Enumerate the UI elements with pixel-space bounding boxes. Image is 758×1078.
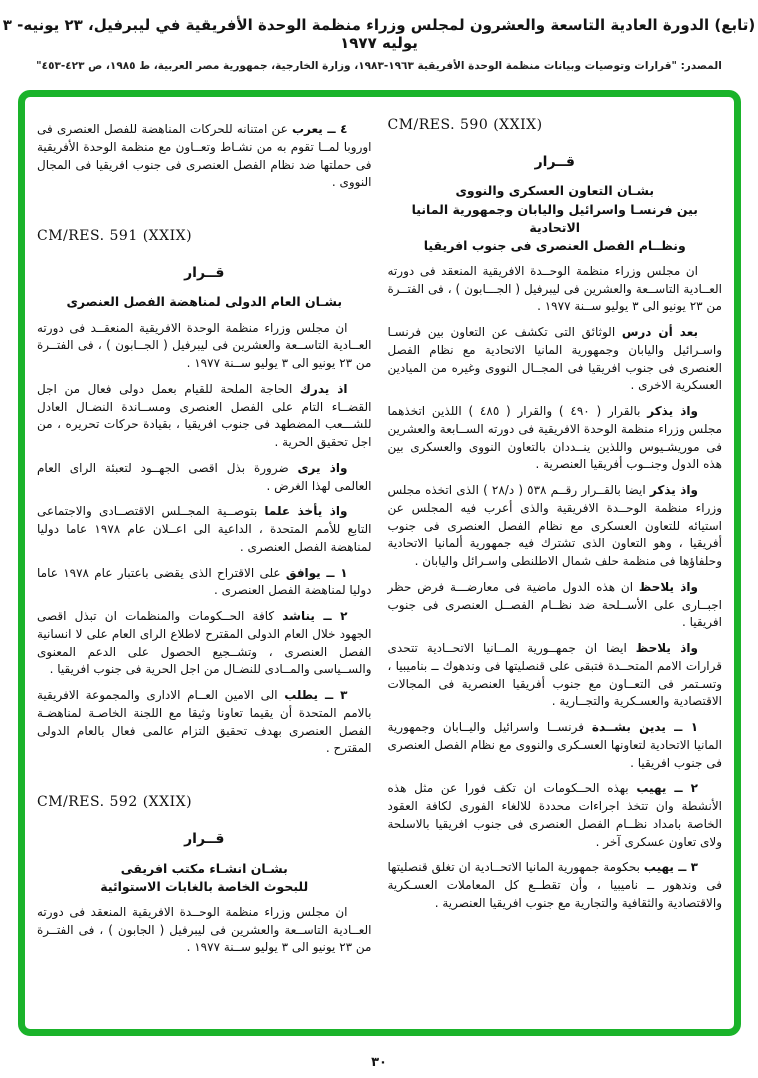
subtitle-line: للبحوث الخاصة بالغابات الاستوائية (100, 878, 309, 894)
session-title: (تابع) الدورة العادية التاسعة والعشرون لمجلس وزراء منظمة الوحدة الأفريقية في ليبرفيل، ٢٣ يونيه- ٣ يوليه ١٩٧٧ (2, 16, 756, 52)
subtitle-line: بشـان التعاون العسكرى والنووى (455, 183, 655, 199)
source-citation: المصدر: "قرارات وتوصيات وبيانات منظمة الوحدة الأفريقية ١٩٦٣-١٩٨٣، وزارة الخارجية، جمهورية مصر العربية، ط ١٩٨٥، ص ٤٢٣-٤٥٣" (36, 60, 722, 72)
right-column (388, 109, 723, 1019)
resolution-title-590: قــرار (534, 153, 575, 170)
numbered-item-1: ١ ــ يوافق على الاقتراح الذى يقضى باعتبار عام ١٩٧٨ عاما دوليا لمناهضة الفصل العنصرى . (37, 565, 372, 598)
numbered-item-1: ١ ــ يدين بشــدة فرنســا واسرائيل واليــابان وجمهورية المانيا الاتحادية لتعاونها العسـكرى والنووى مع نظام الفصل العنصرى فى جنوب افريقيا . (387, 720, 722, 770)
numbered-item-2: ٢ ــ يهيب بهذه الحــكومات ان تكف فورا عن مثل هذه الأنشطة وان تتخذ اجراءات محددة للالغاء الفورى لكافة العقود الخاصة بامداد نظــام الفصل العنصرى فى جنوب افريقيا بالاسلحة ولاى تعاون عسكرى آخر . (387, 781, 722, 849)
paragraph: واذ يذكر ايضا بالقــرار رقــم ٥٣٨ ( د/٢٨ ) الذى اتخذه مجلس وزراء منظمة الوحــدة الافريقية والذى أعرب فيه المجلس عن استيائه للتعاون العسكرى مع نظام الفصل العنصرى فى جنوب أفريقيا ، وهو التعاون الذى تشترك فيه جمهورية ألمانيا الاتحادية وحلفاؤها فى منظمة حلف شمال الاطلنطى واسـرائل واليابان . (387, 483, 722, 569)
numbered-item-4: ٤ ــ يعرب عن امتنانه للحركات المناهضة للفصل العنصرى فى اوروبا لمــا تقوم به من نشـاط وتعــاون مع منظمة الوحدة الأفريقية فى حملتها ضد نظام الفصل العنصرى فى جنوب افريقيا فى المجال النووى . (37, 122, 372, 190)
paragraph: واذ يلاحظ ان هذه الدول ماضية فى معارضـــة فرض حظر اجبــارى على الأســلحة ضد نظــام الفصــل العنصرى فى جنوب افريقيا . (387, 579, 722, 630)
numbered-item-3: ٣ ــ يطلب الى الامين العــام الادارى والمجموعة الافريقية بالامم المتحدة أن يقيما تعاونا وثيقا مع اللجنة الخاصـة لمناهضـة الفصل العنصرى بهدف تحقيق التزام عالمى فعال بالعام الدولى المقترح . (37, 688, 372, 756)
numbered-item-3: ٣ ــ يهيب بحكومة جمهورية المانيا الاتحــادية ان تغلق قنصليتها فى وندهور ــ ناميبيا ، وأن تقطــع كل المعاملات العسـكرية والاقتصادية والثقافية والتجارية مع جنوب افريقيا العنصرية . (387, 860, 722, 910)
paragraph: واذ يأخذ علما بتوصــية المجــلس الاقتصــادى والاجتماعى التابع للأمم المتحدة ، الداعية الى اعــلان عام ١٩٧٨ عاما دوليا لمناهضة الفصل العنصرى . (37, 504, 372, 554)
resolution-id-591: CM/RES. 591 (XXIX) (37, 228, 193, 244)
paragraph: اذ يدرك الحاجة الملحة للقيام بعمل دولى فعال من اجل القضــاء التام على الفصل العنصرى ومســاندة النضـال العادل للشـــعب المضطهد فى جنوب افريقيا ، بقيادة حركات تحريره ، من اجل تحقيق الحرية . (37, 381, 372, 450)
paragraph: ان مجلس وزراء منظمة الوحدة الافريقية المنعقــد فى دورته العــادية التاســعة والعشرين فى ليبرفيل ( الجــابون ) ، فى الفتــرة من ٢٣ يونيو الى ٣ يوليو ســنة ١٩٧٧ . (37, 320, 372, 371)
paragraph: ان مجلس وزراء منظمة الوحــدة الافريقية المنعقد فى دورته العــادية التاســعة والعشرين فى ليبرفيل ( الجـــابون ) ، فى الفتــرة من ٢٣ يونيو الى ٣ يوليو ســنة ١٩٧٧ . (387, 263, 722, 314)
paragraph: واذ يذكر بالقرار ( ٤٩٠ ) والقرار ( ٤٨٥ ) اللذين اتخذهما مجلس وزراء منظمة الوحدة الافريقية فى دورته الســابعة والعشرين فى موريشـيوس واللذين ينــددان بالتعاون النووى والعسكرى بين هذه الدول وجنــوب أفريقيا العنصرية . (387, 404, 722, 472)
resolution-title-592: قــرار (184, 830, 225, 847)
green-border-frame (18, 90, 741, 1036)
resolution-subtitle-590 (388, 182, 723, 255)
numbered-item-2: ٢ ــ يناشد كافة الحــكومات والمنظمات ان تبذل اقصى الجهود خلال العام الدولى المقترح لاطلاع الراى العام على لا انسانية الفصل العنصرى ، وتشــجيع الحصول على الدعم المعنوى والســياسى والمــادى للنضـال من اجل الحرية فى جنوب افريقيا . (37, 609, 372, 677)
subtitle-line: بين فرنسـا واسرائيل واليابان وجمهورية المانيا الاتحادية (411, 201, 698, 235)
page-header (0, 0, 758, 72)
left-column (37, 109, 372, 1019)
paragraph: واذ يلاحظ ايضا ان جمهــورية المــانيا الاتحــادية تتحدى قرارات الامم المتحــدة فتبقى على قنصليتها فى وندهوك ــ بناميبيا ، وتسـتمر فى التعــاون مع جنوب أفريقيا العنصرية فى المجالات الاقتصادية والعسـكرية والتجــارية . (387, 641, 722, 709)
page-number: ٣٠ (371, 1055, 387, 1070)
resolution-id-592: CM/RES. 592 (XXIX) (37, 794, 193, 811)
subtitle-line: بشـان انشـاء مكتب افريقى (120, 860, 288, 876)
resolution-title-591: قــرار (184, 264, 225, 281)
paragraph: واذ يرى ضرورة بذل اقصى الجهــود لتعبئة الراى العام العالمى لهذا الغرض . (37, 460, 372, 493)
subtitle-line: ونظــام الفصل العنصرى فى جنوب افريقيا (423, 237, 686, 253)
paragraph: بعد أن درس الوثائق التى تكشف عن التعاون بين فرنسـا واسـرائيل واليابان وجمهورية المانيا الاتحادية مع نظام الفصل العنصرى فى جنوب افريقيا فى المجــال النووى وغيره من الميادين العسكرية الاخرى . (387, 325, 722, 393)
paragraph: ان مجلس وزراء منظمة الوحــدة الافريقية المنعقد فى دورته العــادية التاســعة والعشرين فى ليبرفيل ( الجابون ) ، فى الفتــرة من ٢٣ يونيو الى ٣ يوليو ســنة ١٩٧٧ . (37, 904, 372, 955)
resolution-subtitle-591: بشـان العام الدولى لمناهضة الفصل العنصرى (66, 294, 343, 310)
two-column-layout (25, 97, 734, 1029)
resolution-subtitle-592 (37, 860, 372, 896)
resolution-id-590: CM/RES. 590 (XXIX) (387, 117, 543, 133)
